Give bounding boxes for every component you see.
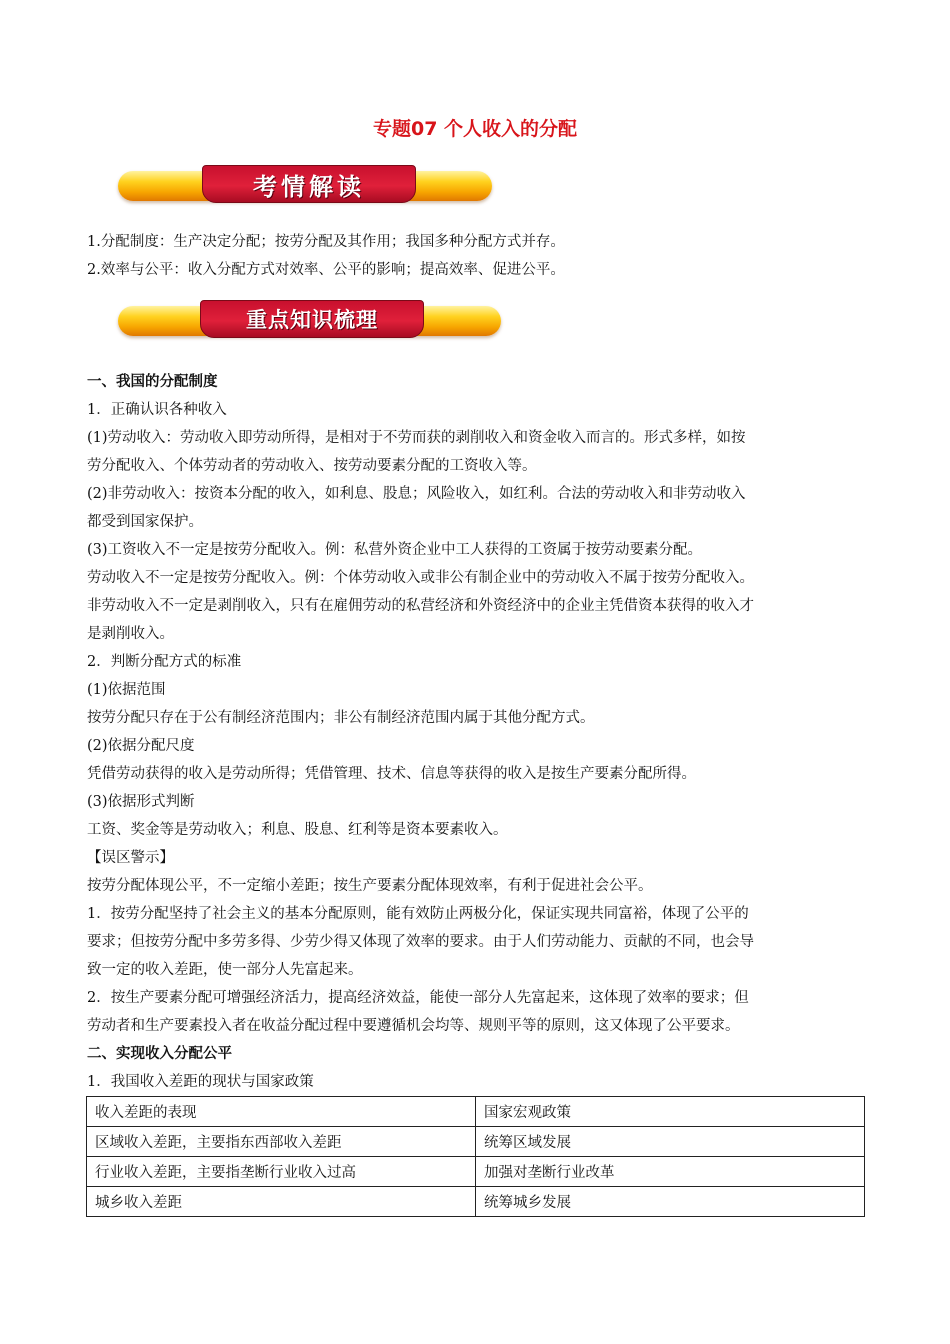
text-line: (3)工资收入不一定是按劳分配收入。例：私营外资企业中工人获得的工资属于按劳动要素分配。 [87, 542, 703, 558]
table-cell: 行业收入差距，主要指垄断行业收入过高 [87, 1157, 476, 1187]
page-title: 专题07 个人收入的分配 [372, 118, 578, 140]
text-line: (1)劳动收入：劳动收入即劳动所得，是相对于不劳而获的剥削收入和资金收入而言的。形式多样，如按 [87, 430, 746, 446]
body-text [87, 368, 867, 1096]
text-line: (3)依据形式判断 [87, 794, 195, 810]
text-line: (2)非劳动收入：按资本分配的收入，如利息、股息；风险收入，如红利。合法的劳动收入和非劳动收入 [87, 486, 746, 502]
intro-line: 2.效率与公平：收入分配方式对效率、公平的影响；提高效率、促进公平。 [87, 262, 565, 278]
table-row [87, 1157, 865, 1187]
section-heading: 一、我国的分配制度 [87, 374, 218, 390]
table-row [87, 1187, 865, 1217]
text-line: 1．按劳分配坚持了社会主义的基本分配原则，能有效防止两极分化，保证实现共同富裕，体现了公平的 [87, 906, 749, 922]
intro-line: 1.分配制度：生产决定分配；按劳分配及其作用；我国多种分配方式并存。 [87, 234, 565, 250]
text-line: 工资、奖金等是劳动收入；利息、股息、红利等是资本要素收入。 [87, 822, 508, 838]
text-line: 致一定的收入差距，使一部分人先富起来。 [87, 962, 363, 978]
text-line: 【误区警示】 [87, 850, 174, 866]
intro-text [87, 228, 867, 284]
text-line: 1．我国收入差距的现状与国家政策 [87, 1074, 314, 1090]
text-line: 非劳动收入不一定是剥削收入，只有在雇佣劳动的私营经济和外资经济中的企业主凭借资本获得的收入才 [87, 598, 754, 614]
section-banner-exam-analysis [118, 165, 492, 205]
text-line: 劳动收入不一定是按劳分配收入。例：个体劳动收入或非公有制企业中的劳动收入不属于按劳分配收入。 [87, 570, 754, 586]
text-line: (2)依据分配尺度 [87, 738, 195, 754]
text-line: 2．判断分配方式的标准 [87, 654, 242, 670]
text-line: 都受到国家保护。 [87, 514, 203, 530]
section-heading: 二、实现收入分配公平 [87, 1046, 232, 1062]
text-line: 按劳分配体现公平，不一定缩小差距；按生产要素分配体现效率，有利于促进社会公平。 [87, 878, 653, 894]
table-row [87, 1097, 865, 1127]
text-line: 劳动者和生产要素投入者在收益分配过程中要遵循机会均等、规则平等的原则，这又体现了公平要求。 [87, 1018, 740, 1034]
text-line: (1)依据范围 [87, 682, 166, 698]
income-gap-table [86, 1096, 865, 1217]
banner-label: 重点知识梳理 [200, 300, 424, 338]
text-line: 要求；但按劳分配中多劳多得、少劳少得又体现了效率的要求。由于人们劳动能力、贡献的不同，也会导 [87, 934, 754, 950]
table-row [87, 1127, 865, 1157]
table-cell: 加强对垄断行业改革 [476, 1157, 865, 1187]
table-cell: 城乡收入差距 [87, 1187, 476, 1217]
table-cell: 区域收入差距，主要指东西部收入差距 [87, 1127, 476, 1157]
table-cell: 收入差距的表现 [87, 1097, 476, 1127]
section-banner-key-knowledge [118, 300, 501, 340]
text-line: 1．正确认识各种收入 [87, 402, 227, 418]
table-cell: 统筹区域发展 [476, 1127, 865, 1157]
text-line: 劳分配收入、个体劳动者的劳动收入、按劳动要素分配的工资收入等。 [87, 458, 537, 474]
text-line: 2．按生产要素分配可增强经济活力，提高经济效益，能使一部分人先富起来，这体现了效率的要求；但 [87, 990, 749, 1006]
text-line: 是剥削收入。 [87, 626, 174, 642]
text-line: 凭借劳动获得的收入是劳动所得；凭借管理、技术、信息等获得的收入是按生产要素分配所得。 [87, 766, 696, 782]
table-cell: 国家宏观政策 [476, 1097, 865, 1127]
banner-label: 考情解读 [202, 165, 416, 203]
table-cell: 统筹城乡发展 [476, 1187, 865, 1217]
text-line: 按劳分配只存在于公有制经济范围内；非公有制经济范围内属于其他分配方式。 [87, 710, 595, 726]
